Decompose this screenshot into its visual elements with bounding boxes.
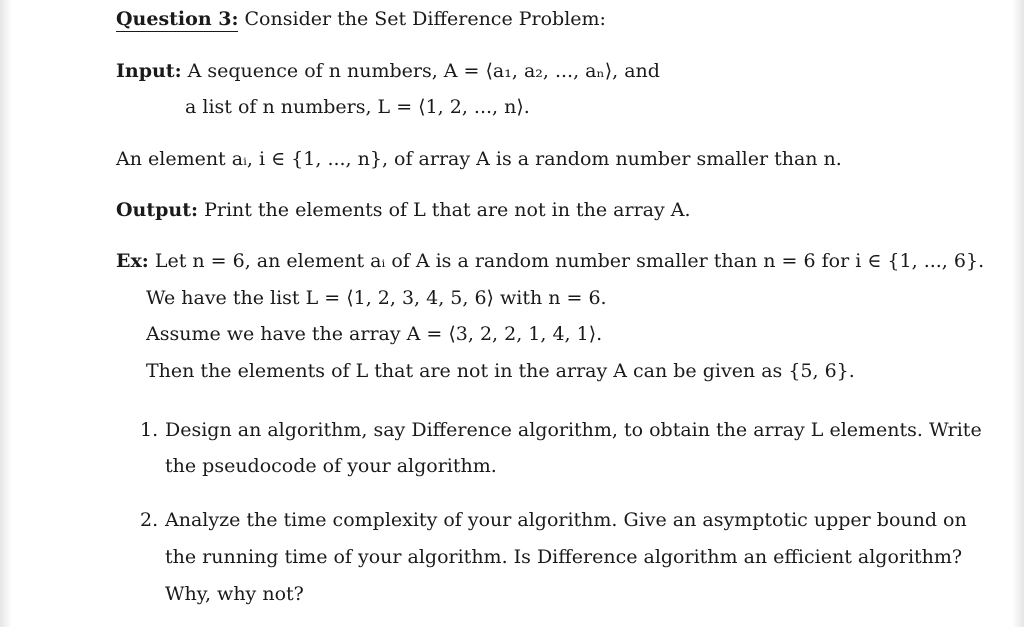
output-label: Output:	[116, 199, 199, 221]
input-label: Input:	[116, 60, 182, 82]
task-1-number: 1.	[140, 419, 159, 441]
element-note: An element aᵢ, i ∈ {1, ..., n}, of array A is a random number smaller than n.	[116, 148, 842, 170]
task-1-line-1: Design an algorithm, say Difference algorithm, to obtain the array L elements. Write	[165, 419, 982, 441]
output-line	[116, 198, 691, 222]
output-text: Print the elements of L that are not in the array A.	[198, 199, 691, 221]
input-line-1	[116, 59, 660, 83]
example-text-1: Let n = 6, an element aᵢ of A is a random number smaller than n = 6 for i ∈ {1, ..., 6}.	[148, 250, 985, 272]
page-shadow-right	[1012, 0, 1024, 627]
example-line-1	[116, 249, 984, 273]
input-text-1: A sequence of n numbers, A = ⟨a₁, a₂, ..., aₙ⟩, and	[181, 60, 660, 82]
task-2-number: 2.	[140, 509, 159, 531]
question-label: Question 3:	[116, 8, 239, 30]
example-line-2: We have the list L = ⟨1, 2, 3, 4, 5, 6⟩ with n = 6.	[146, 287, 607, 309]
task-2-line-3: Why, why not?	[165, 583, 304, 605]
example-label: Ex:	[116, 250, 149, 272]
task-1-line-2: the pseudocode of your algorithm.	[165, 455, 497, 477]
question-text: Consider the Set Difference Problem:	[238, 8, 606, 30]
page-shadow-left	[0, 0, 12, 627]
example-line-3: Assume we have the array A = ⟨3, 2, 2, 1, 4, 1⟩.	[146, 323, 603, 345]
task-2-line-2: the running time of your algorithm. Is Difference algorithm an efficient algorithm?	[165, 546, 963, 568]
question-heading	[116, 7, 606, 31]
input-line-2: a list of n numbers, L = ⟨1, 2, ..., n⟩.	[185, 96, 530, 118]
task-2-line-1: Analyze the time complexity of your algorithm. Give an asymptotic upper bound on	[165, 509, 967, 531]
example-line-4: Then the elements of L that are not in the array A can be given as {5, 6}.	[146, 360, 855, 382]
